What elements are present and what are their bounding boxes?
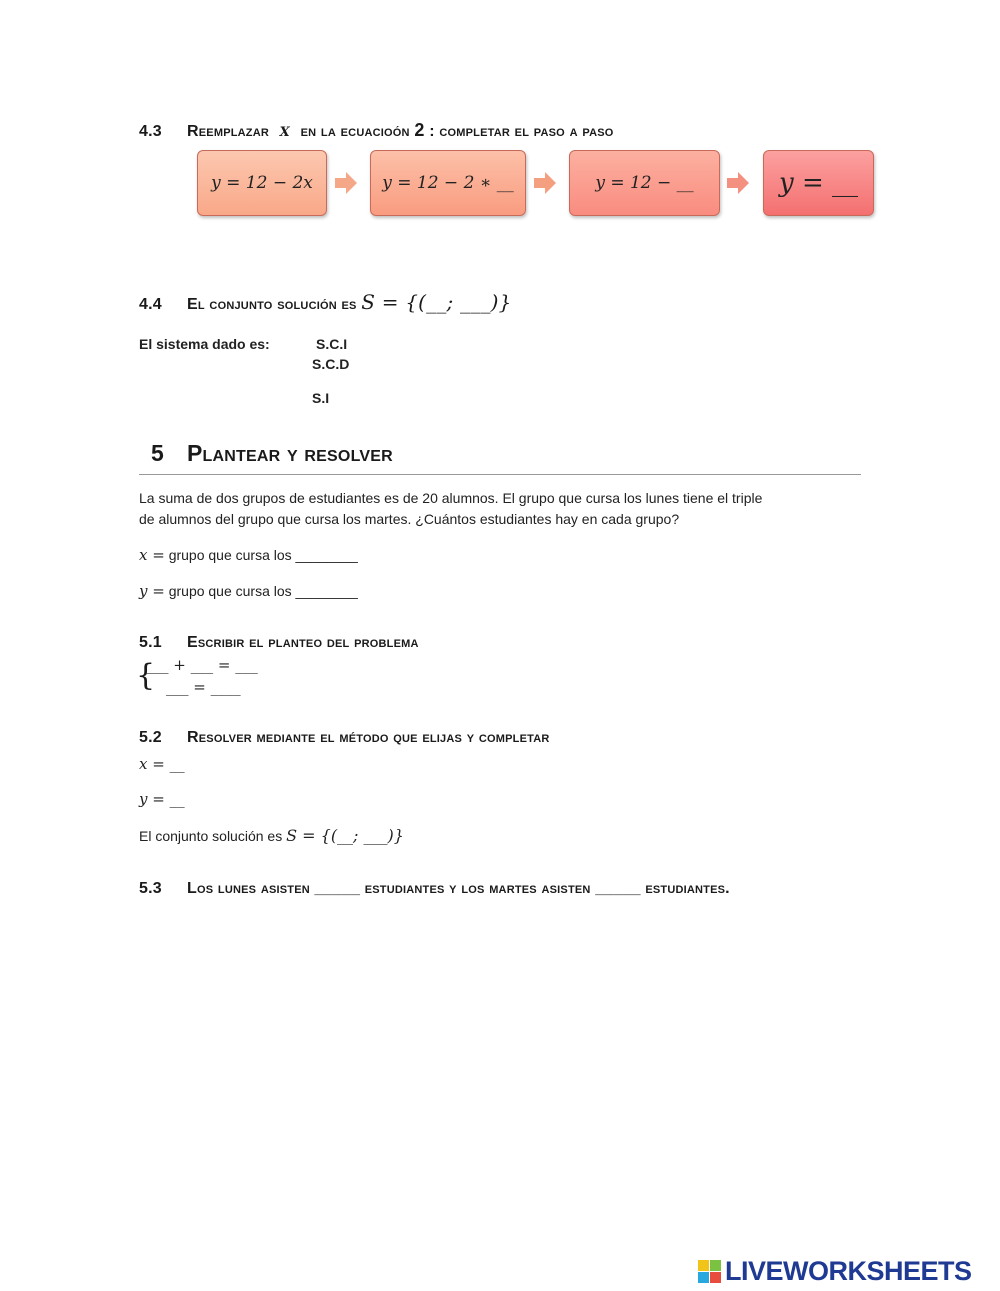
section-number: 5.3 bbox=[139, 880, 162, 897]
def-y-text: grupo que cursa los ________ bbox=[168, 583, 358, 599]
heading-text-2: en la ecuacioón bbox=[300, 123, 410, 140]
heading-text: Plantear y resolver bbox=[187, 440, 393, 466]
system-eq-1[interactable]: ___ + ___ = ___ bbox=[146, 656, 258, 674]
logo-squares-icon bbox=[698, 1260, 721, 1283]
option-sci[interactable]: S.C.I bbox=[316, 336, 348, 352]
system-eq-2[interactable]: ___ = ____ bbox=[166, 678, 241, 696]
problem-line-1: La suma de dos grupos de estudiantes es de 20 alumnos. El grupo que cursa los lunes tiene el triple bbox=[139, 490, 763, 506]
step-box-3 bbox=[569, 150, 720, 216]
arrow-right-icon bbox=[335, 172, 357, 194]
section-number: 5.2 bbox=[139, 729, 162, 746]
logo-square-green bbox=[710, 1260, 721, 1271]
section-divider bbox=[139, 474, 861, 475]
liveworksheets-logo bbox=[698, 1256, 972, 1287]
x-answer[interactable]: x = __ bbox=[139, 755, 185, 773]
heading-text-3: : completar el paso a paso bbox=[429, 123, 614, 140]
heading-text: Escribir el planteo del problema bbox=[187, 634, 419, 651]
heading-5 bbox=[151, 440, 393, 467]
section-number: 5 bbox=[151, 440, 164, 466]
step-box-1 bbox=[197, 150, 327, 216]
heading-text: Resolver mediante el método que elijas y completar bbox=[187, 729, 550, 746]
heading-text: Reemplazar bbox=[187, 123, 269, 140]
problem-statement bbox=[139, 488, 869, 530]
solution-set-label: El conjunto solución es bbox=[139, 828, 283, 844]
step-1-expr: y = 12 − 2x bbox=[211, 173, 313, 193]
heading-5-2 bbox=[139, 729, 550, 747]
heading-eq-number: 2 bbox=[414, 120, 425, 140]
heading-text[interactable]: Los lunes asisten _____ estudiantes y los martes asisten _____ estudiantes. bbox=[187, 880, 730, 897]
option-scd[interactable]: S.C.D bbox=[312, 356, 350, 372]
arrow-right-icon bbox=[727, 172, 749, 194]
problem-line-2: de alumnos del grupo que cursa los martes. ¿Cuántos estudiantes hay en cada grupo? bbox=[139, 511, 680, 527]
option-si[interactable]: S.I bbox=[312, 390, 330, 406]
arrow-right-icon bbox=[534, 172, 556, 194]
step-3-expr: y = 12 − __ bbox=[595, 173, 694, 193]
logo-square-blue bbox=[698, 1272, 709, 1283]
logo-square-yellow bbox=[698, 1260, 709, 1271]
step-box-4 bbox=[763, 150, 874, 216]
heading-5-1 bbox=[139, 634, 419, 652]
heading-5-3 bbox=[139, 880, 730, 898]
system-label: El sistema dado es: bbox=[139, 336, 270, 352]
section-number: 4.3 bbox=[139, 123, 162, 140]
section-number: 5.1 bbox=[139, 634, 162, 651]
section-number: 4.4 bbox=[139, 296, 162, 313]
step-2-expr: y = 12 − 2 ∗ __ bbox=[382, 173, 514, 193]
solution-set-line bbox=[139, 826, 404, 845]
system-brace-icon: { bbox=[136, 658, 156, 693]
def-x-text: grupo que cursa los ________ bbox=[168, 547, 358, 563]
solution-set-expr: S = {(__; ___)} bbox=[361, 290, 512, 314]
logo-square-red bbox=[710, 1272, 721, 1283]
step-4-expr: y = __ bbox=[778, 168, 858, 198]
heading-text: El conjunto solución es bbox=[187, 296, 357, 313]
heading-4-3 bbox=[139, 120, 614, 141]
def-x-var: x = bbox=[139, 546, 165, 564]
solution-set-expr-2[interactable]: S = {(__; ___)} bbox=[286, 826, 404, 845]
logo-text: LIVEWORKSHEETS bbox=[725, 1256, 972, 1286]
heading-var-x: x bbox=[279, 120, 290, 141]
definition-y bbox=[139, 582, 358, 600]
y-answer[interactable]: y = __ bbox=[139, 790, 185, 808]
def-y-var: y = bbox=[139, 582, 165, 600]
heading-4-4 bbox=[139, 290, 512, 314]
definition-x bbox=[139, 546, 358, 564]
step-box-2 bbox=[370, 150, 526, 216]
